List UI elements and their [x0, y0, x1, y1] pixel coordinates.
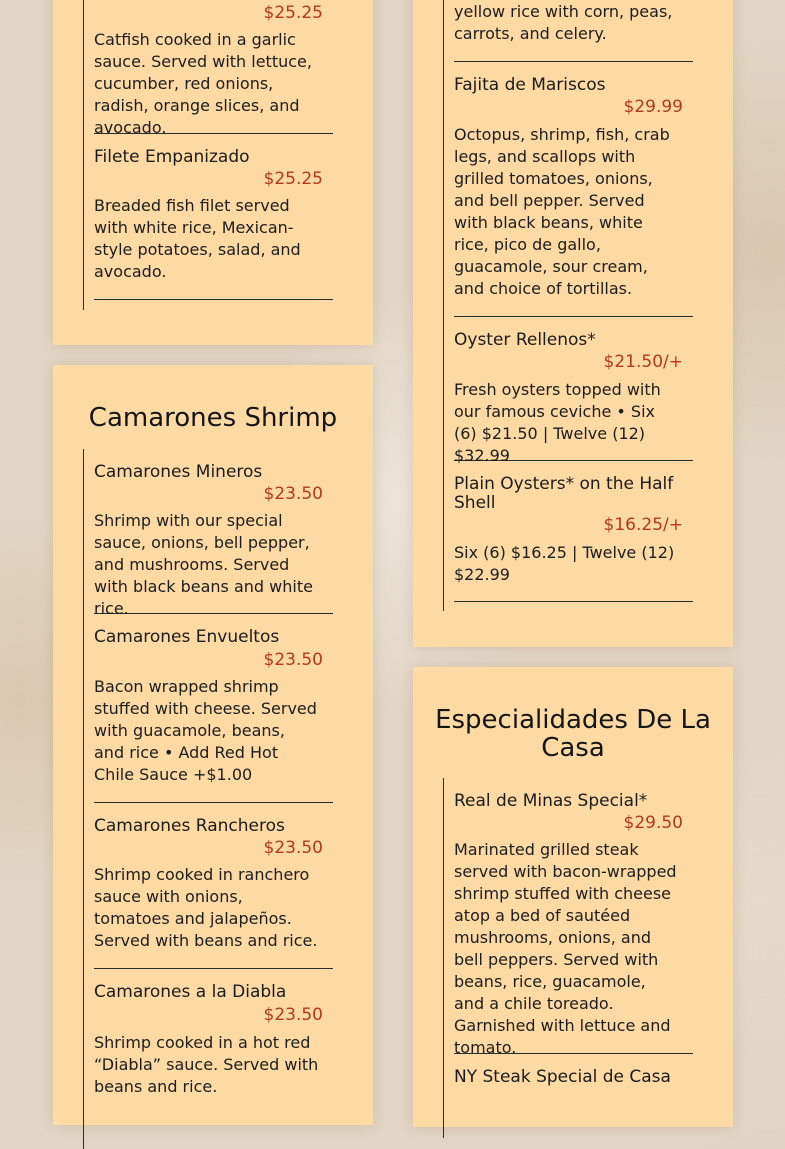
menu-item [94, 449, 333, 618]
menu-item [454, 1054, 693, 1134]
menu-item [454, 778, 693, 1057]
menu-item-list [443, 0, 694, 611]
item-description: Fresh oysters topped with our famous ceviche • Six (6) $21.50 | Twelve (12) $32.99 [454, 380, 661, 465]
menu-item [94, 0, 333, 137]
item-price: $23.50 [263, 838, 323, 858]
menu-item [454, 317, 693, 465]
item-description: Marinated grilled steak served with bacon-wrapped shrimp stuffed with cheese atop a bed of sautéed mushrooms, onions, and bell peppers. Served with beans, rice, guacamole, and a chile toreado. Garnished with lettuce and tomato. [454, 840, 677, 1057]
menu-card-fish [53, 0, 373, 345]
item-description: Octopus, shrimp, fish, crab legs, and scallops with grilled tomatoes, onions, and bell pepper. Served with black beans, white rice, pico de gallo, guacamole, sour cream, and choice of tortillas. [454, 125, 670, 298]
menu-item [454, 461, 693, 602]
item-price: $23.50 [263, 484, 323, 504]
menu-item [454, 62, 693, 317]
item-price: $21.50/+ [603, 352, 683, 372]
item-description: Six (6) $16.25 | Twelve (12) $22.99 [454, 543, 675, 584]
item-name: NY Steak Special de Casa [454, 1067, 671, 1087]
item-name: Real de Minas Special* [454, 791, 648, 811]
item-description: yellow rice with corn, peas, carrots, and celery. [454, 2, 673, 43]
item-name: Camarones a la Diabla [94, 982, 287, 1002]
section-title: Especialidades De La Casa [435, 705, 711, 763]
section-title: Camarones Shrimp [88, 403, 338, 433]
item-name: Filete Empanizado [94, 147, 250, 167]
menu-card-shrimp [53, 365, 373, 1125]
menu-item-list [443, 778, 694, 1138]
item-description: Bacon wrapped shrimp stuffed with cheese. Served with guacamole, beans, and rice • Add Red Hot Chile Sauce +$1.00 [94, 677, 317, 784]
menu-item-list [83, 0, 334, 310]
item-description: Shrimp with our special sauce, onions, bell pepper, and mushrooms. Served with black beans and white rice. [94, 511, 313, 618]
item-price: $25.25 [263, 169, 323, 189]
item-price: $29.99 [623, 97, 683, 117]
menu-card-especialidades [413, 667, 733, 1127]
menu-item [94, 803, 333, 969]
item-price: $23.50 [263, 1005, 323, 1025]
menu-item-list [83, 449, 334, 1149]
item-name: Plain Oysters* on the Half Shell [454, 474, 674, 513]
menu-card-mariscos [413, 0, 733, 647]
item-price: $16.25/+ [603, 515, 683, 535]
item-price: $23.50 [263, 650, 323, 670]
item-description: Shrimp cooked in a hot red “Diabla” sauce. Served with beans and rice. [94, 1033, 319, 1096]
item-name: Camarones Mineros [94, 462, 263, 482]
item-name: Camarones Rancheros [94, 816, 285, 836]
item-name: Camarones Envueltos [94, 627, 280, 647]
menu-item [454, 0, 693, 62]
item-name: Fajita de Mariscos [454, 75, 606, 95]
item-description: Catfish cooked in a garlic sauce. Served with lettuce, cucumber, red onions, radish, orange slices, and avocado. [94, 30, 312, 137]
item-name: Oyster Rellenos* [454, 330, 596, 350]
item-description: Breaded fish filet served with white rice, Mexican-style potatoes, salad, and avocado. [94, 196, 301, 281]
item-price: $29.50 [623, 813, 683, 833]
item-description: Shrimp cooked in ranchero sauce with onions, tomatoes and jalapeños. Served with beans and rice. [94, 865, 318, 950]
menu-item [94, 969, 333, 1134]
menu-item [94, 133, 333, 300]
item-price: $25.25 [263, 3, 323, 23]
menu-item [94, 614, 333, 803]
